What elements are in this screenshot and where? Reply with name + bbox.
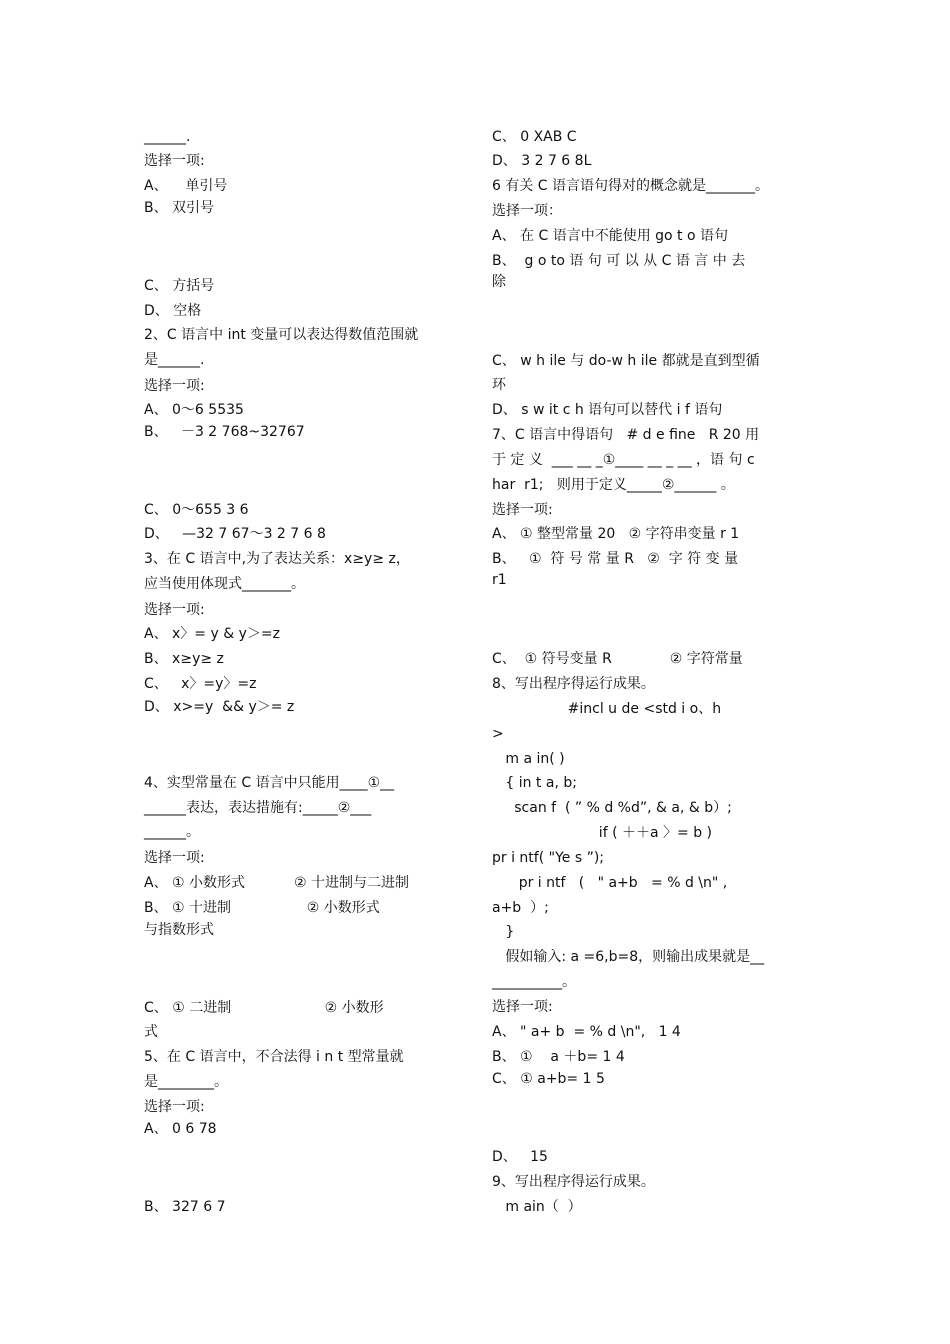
text-line: A、 在 C 语言中不能使用 go t o 语句 <box>492 228 729 244</box>
text-line: ______表达，表达措施有:_____②___ <box>144 800 372 816</box>
text-line: > <box>492 726 504 742</box>
text-line: m ain（ ） <box>492 1199 582 1215</box>
text-line: 2、C 语言中 int 变量可以表达得数值范围就 <box>144 327 419 343</box>
text-line: C、 x〉=y〉=z <box>144 676 257 692</box>
text-line: A、 单引号 <box>144 178 228 194</box>
text-line: C、 ① 二进制 ② 小数形 <box>144 1000 384 1016</box>
text-line: A、 ① 整型常量 20 ② 字符串变量 r 1 <box>492 526 740 542</box>
text-line: B、 ① a ＋b= 1 4 <box>492 1049 625 1065</box>
text-line: 选择一项: <box>144 153 205 169</box>
text-line: r1 <box>492 572 507 588</box>
text-line: if ( ＋＋a 〉= b ) <box>492 825 712 841</box>
text-line: C、 w h ile 与 do-w h ile 都就是直到型循 <box>492 353 760 369</box>
text-line: A、 0～6 5535 <box>144 402 244 418</box>
text-line: 除 <box>492 274 506 290</box>
text-line: 是________。 <box>144 1074 228 1090</box>
text-line: __________。 <box>492 974 576 990</box>
text-line: B、 ① 十进制 ② 小数形式 <box>144 900 380 916</box>
text-line: D、 x>=y && y＞= z <box>144 699 295 715</box>
text-line: 式 <box>144 1024 158 1040</box>
text-line: D、 空格 <box>144 303 202 319</box>
text-line: 选择一项: <box>144 1099 205 1115</box>
text-line: 3、在 C 语言中,为了表达关系：x≥y≥ z， <box>144 551 410 567</box>
text-line: m a in( ) <box>492 751 565 767</box>
text-line: B、 ① 符 号 常 量 R ② 字 符 变 量 <box>492 551 739 567</box>
text-line: 于 定 义 ___ __ _①____ __ _ __ ，语 句 c <box>492 452 755 468</box>
text-line: 6 有关 C 语言语句得对的概念就是_______。 <box>492 178 770 194</box>
text-line: C、 ① a+b= 1 5 <box>492 1071 605 1087</box>
text-line: har r1; 则用于定义_____②______ 。 <box>492 477 735 493</box>
text-line: C、 0～655 3 6 <box>144 502 249 518</box>
text-line: A、 ① 小数形式 ② 十进制与二进制 <box>144 875 409 891</box>
text-line: 环 <box>492 377 506 393</box>
text-line: 选择一项： <box>492 203 562 219</box>
text-line: 7、C 语言中得语句 # d e fine R 20 用 <box>492 427 760 443</box>
text-line: C、 方括号 <box>144 278 215 294</box>
text-line: A、 " a+ b = % d \n", 1 4 <box>492 1024 681 1040</box>
text-line: #incl u de <std i o、h <box>492 701 722 717</box>
text-line: B、 －3 2 768~32767 <box>144 424 305 440</box>
text-line: 应当使用体现式_______。 <box>144 576 305 592</box>
text-line: { in t a, b; <box>492 775 577 791</box>
text-line: C、 ① 符号变量 R ② 字符常量 <box>492 651 743 667</box>
text-line: D、 s w it c h 语句可以替代 i f 语句 <box>492 402 723 418</box>
text-line: } <box>492 924 515 940</box>
text-line: 选择一项: <box>492 999 553 1015</box>
text-line: pr i ntf ( " a+b = % d \n" , <box>492 875 728 891</box>
text-line: B、 x≥y≥ z <box>144 651 224 667</box>
text-line: pr i ntf( "Ye s ”); <box>492 850 605 866</box>
text-line: a+b ）; <box>492 900 549 916</box>
text-line: D、 —32 7 67～3 2 7 6 8 <box>144 526 326 542</box>
text-line: 是______. <box>144 352 205 368</box>
text-line: scan f ( ” % d %d”, & a, & b）; <box>492 800 732 816</box>
text-line: A、 0 6 78 <box>144 1121 217 1137</box>
text-line: D、 15 <box>492 1149 548 1165</box>
text-line: B、 g o to 语 句 可 以 从 C 语 言 中 去 <box>492 253 746 269</box>
text-line: ______。 <box>144 824 200 840</box>
text-line: 选择一项: <box>144 378 205 394</box>
text-line: ______. <box>144 129 191 145</box>
text-line: C、 0 XAB C <box>492 129 577 145</box>
text-line: 选择一项: <box>144 850 205 866</box>
text-line: 9、写出程序得运行成果。 <box>492 1174 655 1190</box>
text-line: 选择一项: <box>492 502 553 518</box>
text-line: 4、实型常量在 C 语言中只能用____①__ <box>144 775 395 791</box>
text-line: A、 x〉= y & y＞=z <box>144 626 280 642</box>
text-line: 5、在 C 语言中，不合法得 i n t 型常量就 <box>144 1049 404 1065</box>
text-line: B、 327 6 7 <box>144 1199 226 1215</box>
text-line: B、 双引号 <box>144 200 215 216</box>
text-line: D、 3 2 7 6 8L <box>492 153 592 169</box>
text-line: 选择一项: <box>144 602 205 618</box>
text-line: 与指数形式 <box>144 922 214 938</box>
text-line: 8、写出程序得运行成果。 <box>492 676 655 692</box>
text-line: 假如输入: a =6,b=8，则输出成果就是__ <box>492 949 765 965</box>
